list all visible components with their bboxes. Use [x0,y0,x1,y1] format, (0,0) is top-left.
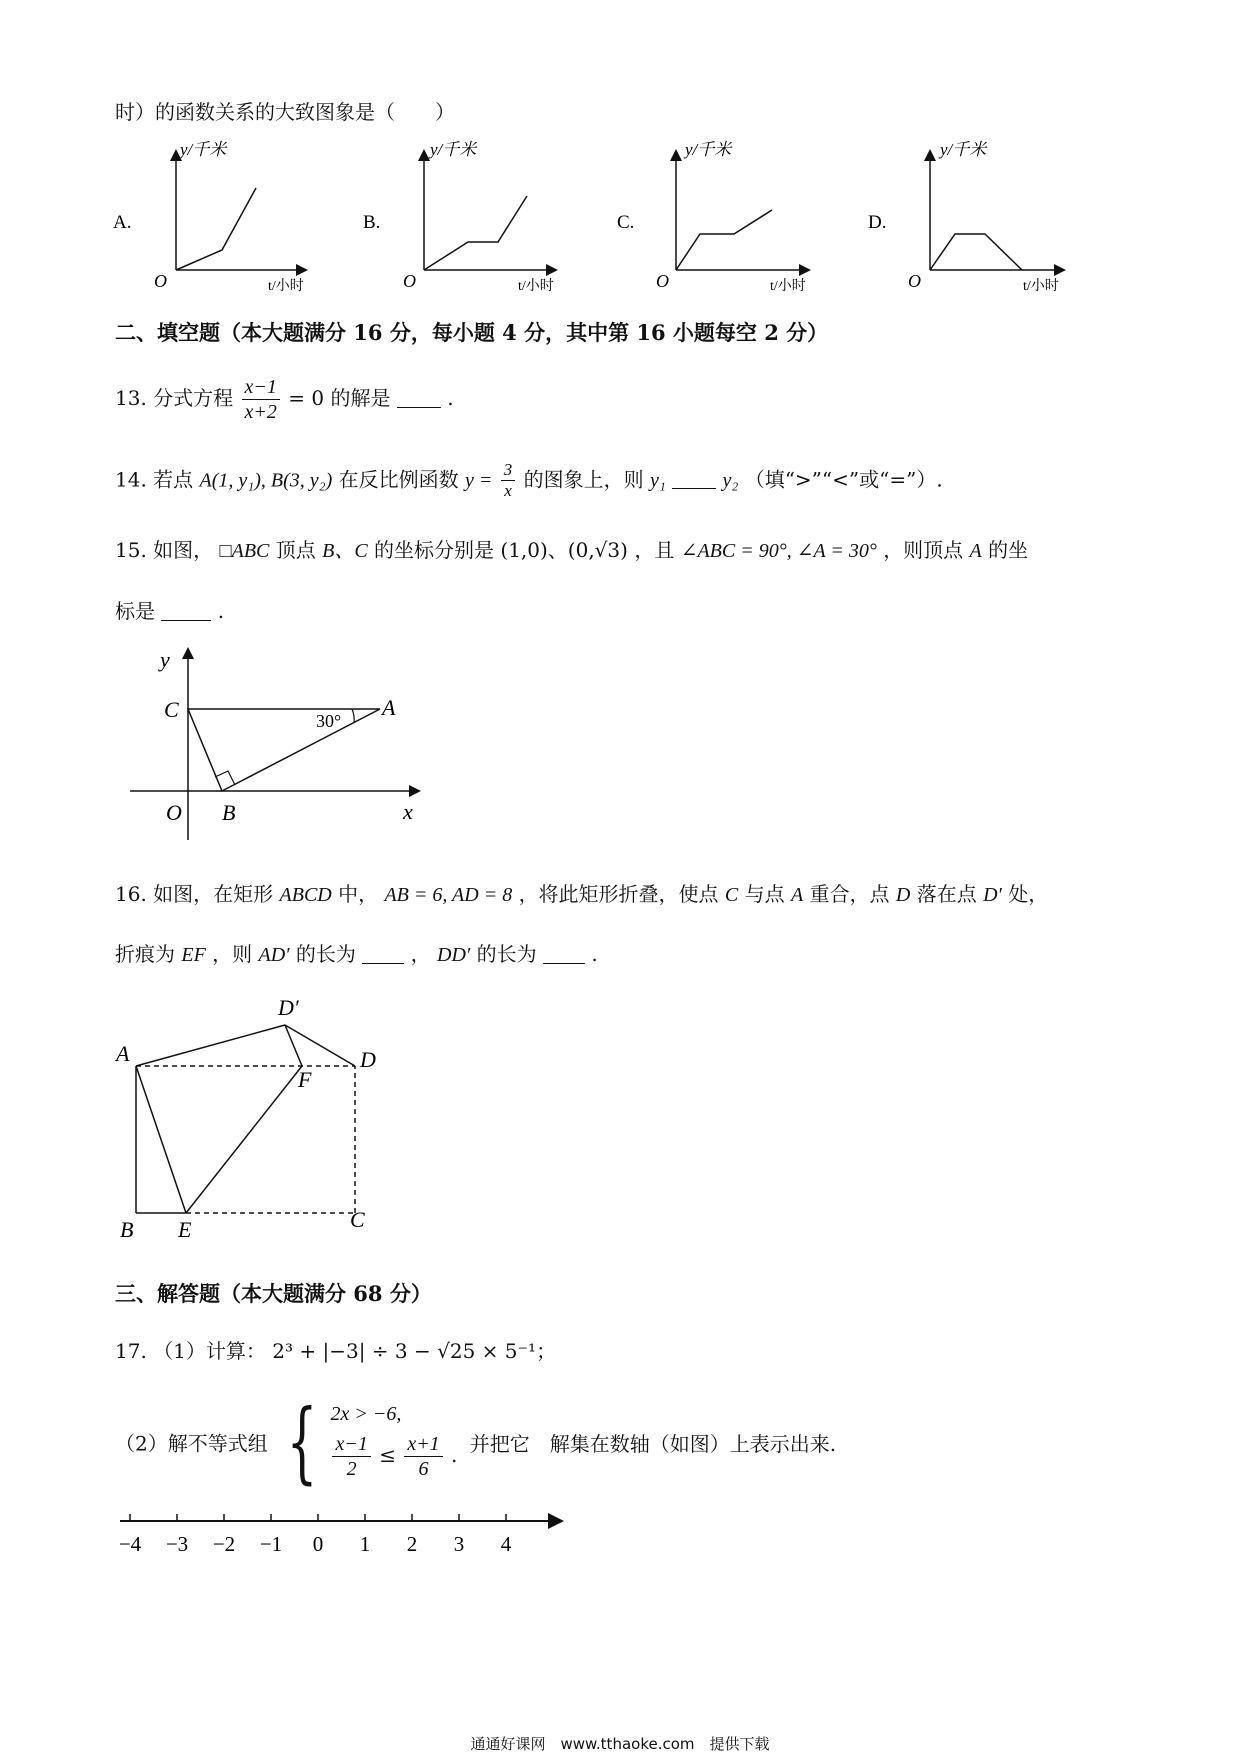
number-line-label: −4 [118,1532,142,1556]
q17-p1-expr: 2³ + |−3| ÷ 3 − √25 × 5⁻¹； [272,1339,557,1363]
number-line-label: 0 [312,1532,324,1556]
graph-d [868,140,1063,294]
q17-system [330,1403,457,1481]
q15-text3: 的坐标分别是 [374,538,495,562]
q16-fig-c: C [350,1207,365,1232]
q15-end: . [217,599,225,623]
q16-fig-a: A [116,1041,130,1066]
q16-text8: 折痕为 [115,942,175,966]
number-line-label: −1 [259,1532,283,1556]
number-line-label: 3 [453,1532,465,1556]
q16-rect: ABCD [279,884,332,906]
graph-a [113,140,305,294]
graph-c [617,140,808,294]
q15-angles: ∠ABC = 90°, ∠A = 30° [680,540,877,562]
q16-figure [110,995,400,1255]
q17-ineq2-op: ≤ [379,1443,396,1467]
q14-text4: （填“>”“<”或“=”）. [744,467,943,492]
q15-text1: 如图， [153,538,214,562]
q14-answer-blank[interactable] [672,468,716,489]
option-b-label: B. [363,212,381,233]
graph-a-xlabel: t/小时 [268,279,304,294]
q15-answer-blank[interactable] [161,600,211,621]
q17-ineq2-left [332,1432,370,1481]
q15-text2: 顶点 [275,538,316,562]
q17-ineq2-left-den: 2 [346,1458,357,1480]
number-line-label: 2 [406,1532,418,1556]
graph-a-origin: O [154,271,167,291]
number-line-label: −2 [212,1532,236,1556]
q17-part2 [115,1390,837,1493]
q12-text: 时）的函数关系的大致图象是（ ） [115,100,455,124]
q13-eq: = 0 [288,386,325,410]
q16-text1: 如图，在矩形 [153,882,274,906]
q16-a: A [790,884,804,906]
q14-text2: 在反比例函数 [338,467,459,492]
q16-text3: ，将此矩形折叠，使点 [518,882,719,906]
q16-text2: 中， [338,882,379,906]
q15-fig-y: y [160,647,170,672]
q16-fig-f: F [298,1067,312,1092]
q17-ineq2-right-num: x+1 [404,1432,442,1457]
q14-y2: y₂ [722,469,739,492]
q13-fraction [242,375,280,424]
q14-func-num: 3 [501,460,516,481]
q17-brace: { [286,1390,318,1493]
q16-d: D [895,884,911,906]
q15-fig-b: B [222,800,236,825]
q16-text4: 与点 [744,882,785,906]
q16-dp: D′ [983,884,1002,906]
q12-graphs [0,130,1240,300]
option-c-label: C. [617,212,635,233]
option-a-label: A. [113,212,132,233]
q14-func-left: y = [464,469,493,492]
q14-text3: 的图象上，则 [523,467,644,492]
graph-d-xlabel: t/小时 [1023,279,1059,294]
q16-adp: AD′ [258,944,290,966]
footer: 通通好课网 www.tthaoke.com 提供下载 [470,1735,770,1753]
q15-number: 15. [115,538,147,562]
option-d-label: D. [868,212,887,233]
q14 [115,460,943,502]
q15-bc: B、C [322,540,368,562]
q13 [115,375,454,424]
graph-b [363,140,555,294]
number-line-label: 1 [359,1532,371,1556]
q16-text11: ， [410,942,431,966]
q16-text12: 的长为 [476,942,537,966]
q15-fig-x: x [403,799,413,824]
q16-end: . [591,942,598,966]
q15-text5: ，则顶点 [883,538,964,562]
q16-text5: 重合，点 [809,882,890,906]
q15-figure [120,645,440,845]
q17-ineq1: 2x > −6, [330,1403,402,1425]
q16-text6: 落在点 [916,882,977,906]
q14-text1: 若点 [153,467,194,492]
q16-line1 [115,878,1048,907]
graph-b-xlabel: t/小时 [518,279,554,294]
number-line [110,1505,570,1565]
q17-ineq2-right [404,1432,442,1481]
q13-denominator: x+2 [244,401,277,423]
q13-end: . [447,386,454,410]
section-3-title: 三、解答题（本大题满分 68 分） [115,1281,432,1306]
graph-a-ylabel: y/千米 [180,140,227,159]
q16-fig-d: D [360,1047,376,1072]
q16-text7: 处， [1008,882,1049,906]
q14-number: 14. [115,467,147,492]
q16-fig-b: B [120,1217,134,1242]
number-line-label: 4 [500,1532,512,1556]
graph-c-xlabel: t/小时 [770,279,806,294]
q17-ineq2 [330,1432,457,1481]
q14-points: A(1, y₁), B(3, y₂) [199,469,333,492]
section-2-title: 二、填空题（本大题满分 16 分，每小题 4 分，其中第 16 小题每空 2 分） [115,320,829,345]
q16-line2 [115,938,598,967]
q15-text7: 标是 [115,599,155,623]
q16-number: 16. [115,882,147,906]
q17-ineq2-left-num: x−1 [332,1432,370,1457]
q16-answer-blank-2[interactable] [543,943,585,964]
q16-fig-e: E [178,1217,192,1242]
q14-func-den: x [504,481,512,501]
graph-c-origin: O [656,271,669,291]
q17-p2-text: 并把它 解集在数轴（如图）上表示出来. [469,1431,837,1456]
q15-text6: 的坐 [988,538,1029,562]
q14-y1: y₁ [649,469,666,492]
q17-p1-label: （1）计算： [153,1339,266,1363]
q16-fig-dp: D′ [278,995,299,1020]
graph-d-ylabel: y/千米 [940,140,987,159]
q13-answer-blank[interactable] [397,387,441,408]
graph-d-origin: O [908,271,921,291]
q16-text10: 的长为 [295,942,356,966]
graph-c-ylabel: y/千米 [685,140,732,159]
q16-text9: ，则 [212,942,253,966]
q16-ef: EF [181,944,206,966]
q16-answer-blank-1[interactable] [362,943,404,964]
q13-text2: 的解是 [330,386,391,410]
q17-ineq2-right-den: 6 [418,1458,429,1480]
q15-coords: (1,0)、(0,√3) [500,538,628,562]
graph-b-ylabel: y/千米 [430,140,477,159]
q15-line1 [115,534,1028,563]
q13-numerator: x−1 [242,375,280,400]
q15-line2 [115,595,224,624]
q16-c: C [724,884,739,906]
q15-a: A [969,540,982,562]
q15-fig-c: C [164,697,179,722]
q13-text1: 分式方程 [153,386,234,410]
q17-p2-label: （2）解不等式组 [115,1431,268,1456]
q13-number: 13. [115,386,147,410]
q15-triangle: □ABC [219,540,270,562]
q15-text4: ，且 [634,538,675,562]
q15-fig-a: A [382,695,396,720]
graph-b-origin: O [403,271,416,291]
q17-number: 17. [115,1339,147,1363]
q14-fraction [501,460,516,502]
q16-lengths: AB = 6, AD = 8 [384,884,513,906]
q15-fig-angle: 30° [316,711,342,731]
q17-part1 [115,1335,556,1364]
number-line-label: −3 [165,1532,189,1556]
q15-fig-o: O [166,800,182,825]
q16-ddp: DD′ [437,944,471,966]
q17-ineq2-end: . [451,1443,458,1467]
